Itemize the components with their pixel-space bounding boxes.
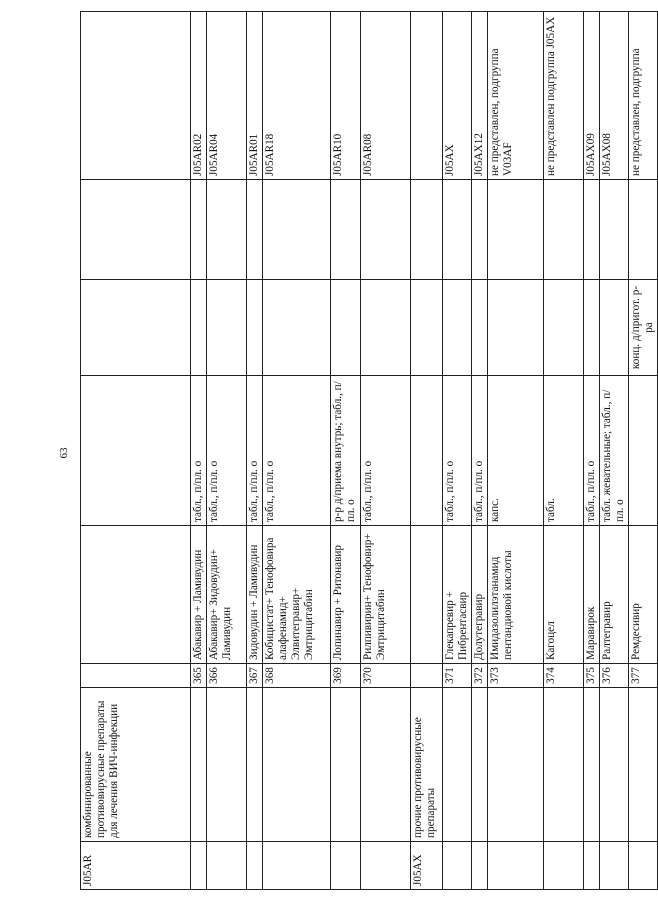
page-number: 63 — [58, 447, 70, 459]
group-name-cell — [629, 688, 658, 842]
atc-code-cell — [629, 842, 658, 890]
empty-cell — [361, 180, 411, 280]
table-row — [331, 12, 361, 890]
group-name-cell — [488, 688, 544, 842]
dosage-form-cell: табл., п/пл. о — [191, 376, 207, 526]
table-container — [80, 12, 655, 890]
row-number-cell: 365 — [191, 664, 207, 688]
atc-code-cell — [600, 842, 629, 890]
group-name-cell — [600, 688, 629, 842]
dosage-form-cell — [411, 376, 443, 526]
dosage-form-extra-cell — [600, 280, 629, 376]
atc-code-cell — [247, 842, 263, 890]
rotated-sheet — [80, 12, 655, 890]
row-number-cell: 376 — [600, 664, 629, 688]
note-cell: J05AR10 — [331, 12, 361, 180]
dosage-form-cell: табл., п/пл. о — [472, 376, 488, 526]
note-cell — [411, 12, 443, 180]
dosage-form-cell: табл. — [544, 376, 584, 526]
atc-code-cell — [263, 842, 331, 890]
empty-cell — [443, 180, 472, 280]
drug-name-cell: Ралтегравир — [600, 526, 629, 664]
atc-code-cell — [472, 842, 488, 890]
row-number-cell: 371 — [443, 664, 472, 688]
note-cell — [81, 12, 191, 180]
group-name-cell — [331, 688, 361, 842]
empty-cell — [191, 180, 207, 280]
dosage-form-cell: капс. — [488, 376, 544, 526]
empty-cell — [584, 180, 600, 280]
group-name-cell — [247, 688, 263, 842]
atc-code-cell: J05AX — [411, 842, 443, 890]
drug-name-cell: Рилпивирин+ Тенофовир+ Эмтрицитабин — [361, 526, 411, 664]
note-cell: J05AR01 — [247, 12, 263, 180]
dosage-form-extra-cell — [361, 280, 411, 376]
atc-code-cell — [331, 842, 361, 890]
drug-name-cell: Кагоцел — [544, 526, 584, 664]
group-name-cell — [443, 688, 472, 842]
group-name-cell — [191, 688, 207, 842]
empty-cell — [411, 180, 443, 280]
drug-name-cell: Долутегравир — [472, 526, 488, 664]
atc-code-cell — [191, 842, 207, 890]
drug-name-cell: Лопинавир + Ритонавир — [331, 526, 361, 664]
drug-table — [80, 11, 658, 890]
group-name-cell — [544, 688, 584, 842]
note-cell: J05AR18 — [263, 12, 331, 180]
drug-name-cell — [81, 526, 191, 664]
dosage-form-cell — [81, 376, 191, 526]
dosage-form-extra-cell — [584, 280, 600, 376]
row-number-cell: 374 — [544, 664, 584, 688]
empty-cell — [331, 180, 361, 280]
table-row — [263, 12, 331, 890]
note-cell: J05AR02 — [191, 12, 207, 180]
table-row — [81, 12, 191, 890]
dosage-form-extra-cell — [411, 280, 443, 376]
dosage-form-cell: табл., п/пл. о — [263, 376, 331, 526]
table-row — [544, 12, 584, 890]
dosage-form-cell: табл., п/пл. о — [443, 376, 472, 526]
row-number-cell: 370 — [361, 664, 411, 688]
row-number-cell: 375 — [584, 664, 600, 688]
dosage-form-extra-cell — [544, 280, 584, 376]
drug-name-cell — [411, 526, 443, 664]
row-number-cell: 367 — [247, 664, 263, 688]
dosage-form-extra-cell — [443, 280, 472, 376]
drug-name-cell: Маравирок — [584, 526, 600, 664]
dosage-form-extra-cell — [472, 280, 488, 376]
dosage-form-cell — [629, 376, 658, 526]
row-number-cell: 369 — [331, 664, 361, 688]
atc-code-cell — [544, 842, 584, 890]
table-row — [191, 12, 207, 890]
table-row — [207, 12, 247, 890]
note-cell: J05AR04 — [207, 12, 247, 180]
empty-cell — [488, 180, 544, 280]
empty-cell — [247, 180, 263, 280]
atc-code-cell — [488, 842, 544, 890]
dosage-form-cell: табл., п/пл. о — [207, 376, 247, 526]
drug-name-cell: Ремдесивир — [629, 526, 658, 664]
note-cell: J05AX — [443, 12, 472, 180]
note-cell: не представлен подгруппа J05AX — [544, 12, 584, 180]
empty-cell — [263, 180, 331, 280]
atc-code-cell — [207, 842, 247, 890]
dosage-form-cell: р-р д/приема внутрь; табл., п/пл. о — [331, 376, 361, 526]
note-cell: J05AX08 — [600, 12, 629, 180]
drug-name-cell: Зидовудин + Ламивудин — [247, 526, 263, 664]
note-cell: J05AX12 — [472, 12, 488, 180]
table-row — [600, 12, 629, 890]
dosage-form-extra-cell: конц. д/пригот. р-ра — [629, 280, 658, 376]
group-name-cell — [472, 688, 488, 842]
atc-code-cell — [361, 842, 411, 890]
drug-name-cell: Кобицистат+ Тенофовира алафенамид+ Элвитегравир+ Эмтрицитабин — [263, 526, 331, 664]
empty-cell — [544, 180, 584, 280]
table-row — [629, 12, 658, 890]
dosage-form-extra-cell — [488, 280, 544, 376]
row-number-cell: 366 — [207, 664, 247, 688]
note-cell: не представлен, подгруппа V03AF — [488, 12, 544, 180]
table-row — [443, 12, 472, 890]
dosage-form-cell: табл. жевательные; табл., п/пл. о — [600, 376, 629, 526]
table-row — [411, 12, 443, 890]
dosage-form-extra-cell — [191, 280, 207, 376]
empty-cell — [629, 180, 658, 280]
table-row — [584, 12, 600, 890]
empty-cell — [600, 180, 629, 280]
group-name-cell — [584, 688, 600, 842]
group-name-cell — [207, 688, 247, 842]
row-number-cell: 368 — [263, 664, 331, 688]
empty-cell — [472, 180, 488, 280]
atc-code-cell — [584, 842, 600, 890]
row-number-cell: 372 — [472, 664, 488, 688]
row-number-cell — [81, 664, 191, 688]
group-name-cell — [361, 688, 411, 842]
table-row — [488, 12, 544, 890]
table-row — [247, 12, 263, 890]
atc-code-cell — [443, 842, 472, 890]
atc-code-cell: J05AR — [81, 842, 191, 890]
empty-cell — [81, 180, 191, 280]
drug-name-cell: Имидазолилэтанамид пентандиовой кислоты — [488, 526, 544, 664]
row-number-cell: 377 — [629, 664, 658, 688]
note-cell: J05AX09 — [584, 12, 600, 180]
dosage-form-extra-cell — [247, 280, 263, 376]
drug-name-cell: Глекапревир + Пибрентасвир — [443, 526, 472, 664]
dosage-form-extra-cell — [81, 280, 191, 376]
note-cell: J05AR08 — [361, 12, 411, 180]
dosage-form-cell: табл., п/пл. о — [584, 376, 600, 526]
dosage-form-extra-cell — [263, 280, 331, 376]
table-row — [361, 12, 411, 890]
dosage-form-extra-cell — [331, 280, 361, 376]
dosage-form-extra-cell — [207, 280, 247, 376]
row-number-cell: 373 — [488, 664, 544, 688]
row-number-cell — [411, 664, 443, 688]
drug-name-cell: Абакавир + Ламивудин — [191, 526, 207, 664]
dosage-form-cell: табл., п/пл. о — [247, 376, 263, 526]
dosage-form-cell: табл., п/пл. о — [361, 376, 411, 526]
note-cell: не представлен, подгруппа — [629, 12, 658, 180]
drug-name-cell: Абакавир+ Зидовудин+ Ламивудин — [207, 526, 247, 664]
group-name-cell — [263, 688, 331, 842]
group-name-cell: комбинированные противовирусные препараты для лечения ВИЧ-инфекции — [81, 688, 191, 842]
empty-cell — [207, 180, 247, 280]
table-row — [472, 12, 488, 890]
group-name-cell: прочие противовирусные препараты — [411, 688, 443, 842]
